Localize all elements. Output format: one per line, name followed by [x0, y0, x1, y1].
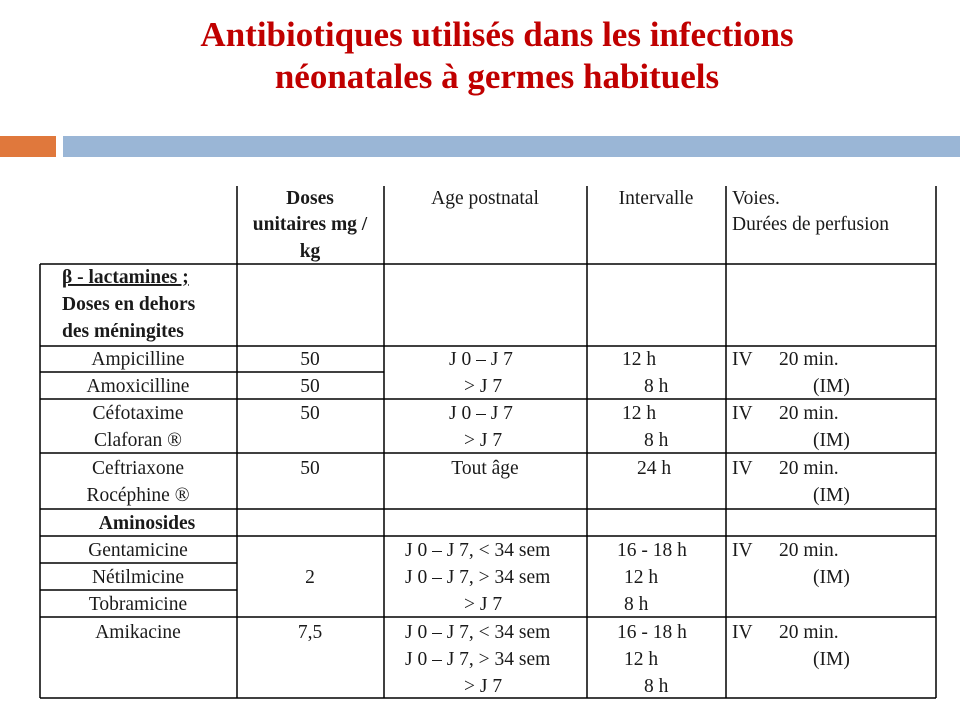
route-amika-iv: IV [732, 622, 753, 643]
title-line-2: néonatales à germes habituels [274, 57, 720, 96]
age-ampi-2: > J 7 [464, 376, 503, 397]
age-amika-3: > J 7 [464, 676, 503, 697]
section-lactam-1: β - lactamines ; [62, 267, 189, 288]
route-cefo-time: 20 min. [779, 403, 839, 424]
route-cefo-im: (IM) [813, 430, 850, 451]
age-amino-1: J 0 – J 7, < 34 sem [405, 540, 551, 561]
section-amino: Aminosides [98, 513, 196, 534]
section-lactam-3: des méningites [62, 321, 184, 342]
age-amino-2: J 0 – J 7, > 34 sem [405, 567, 551, 588]
drug-ceftriaxone: Ceftriaxone [91, 458, 185, 479]
route-amino-time: 20 min. [779, 540, 839, 561]
route-amika-time: 20 min. [779, 622, 839, 643]
drug-rocephine: Rocéphine ® [86, 485, 190, 506]
age-cefo-1: J 0 – J 7 [449, 403, 513, 424]
route-ceftri-im: (IM) [813, 485, 850, 506]
route-ampi-time: 20 min. [779, 349, 839, 370]
route-ceftri-time: 20 min. [779, 458, 839, 479]
header-route-2: Durées de perfusion [732, 214, 890, 235]
drug-gentamicine: Gentamicine [88, 540, 188, 561]
interval-amino-1: 16 - 18 h [617, 540, 687, 561]
drug-ampicilline: Ampicilline [91, 349, 185, 370]
age-ceftri: Tout âge [451, 458, 519, 479]
drug-claforan: Claforan ® [94, 430, 182, 451]
dose-aminosides: 2 [305, 567, 315, 588]
route-amino-iv: IV [732, 540, 753, 561]
route-cefo-iv: IV [732, 403, 753, 424]
drug-tobramicine: Tobramicine [88, 594, 188, 615]
drug-amikacine: Amikacine [95, 622, 181, 643]
dose-amikacine: 7,5 [297, 622, 323, 643]
interval-ampi-2: 8 h [644, 376, 669, 397]
title-line-1: Antibiotiques utilisés dans les infections [200, 15, 794, 54]
header-interval: Intervalle [618, 188, 694, 209]
route-amino-im: (IM) [813, 567, 850, 588]
interval-amino-3: 8 h [624, 594, 649, 615]
age-cefo-2: > J 7 [464, 430, 503, 451]
interval-amino-2: 12 h [624, 567, 659, 588]
interval-ceftri: 24 h [637, 458, 672, 479]
route-ampi-im: (IM) [813, 376, 850, 397]
interval-amika-2: 12 h [624, 649, 659, 670]
dose-amoxicilline: 50 [300, 376, 320, 397]
route-ceftri-iv: IV [732, 458, 753, 479]
interval-cefo-2: 8 h [644, 430, 669, 451]
header-age: Age postnatal [431, 188, 539, 209]
age-amika-1: J 0 – J 7, < 34 sem [405, 622, 551, 643]
header-dose-3: kg [299, 241, 321, 262]
dose-ceftriaxone: 50 [300, 458, 320, 479]
header-route-1: Voies. [732, 188, 780, 209]
route-ampi-iv: IV [732, 349, 753, 370]
drug-amoxicilline: Amoxicilline [86, 376, 190, 397]
interval-amika-3: 8 h [644, 676, 669, 697]
drug-netilmicine: Nétilmicine [91, 567, 185, 588]
dose-cefotaxime: 50 [300, 403, 320, 424]
dose-ampicilline: 50 [300, 349, 320, 370]
age-amino-3: > J 7 [464, 594, 503, 615]
interval-ampi-1: 12 h [622, 349, 657, 370]
drug-cefotaxime: Céfotaxime [92, 403, 184, 424]
section-lactam-2: Doses en dehors [62, 294, 196, 315]
interval-amika-1: 16 - 18 h [617, 622, 687, 643]
age-amika-2: J 0 – J 7, > 34 sem [405, 649, 551, 670]
age-ampi-1: J 0 – J 7 [449, 349, 513, 370]
route-amika-im: (IM) [813, 649, 850, 670]
header-dose-1: Doses [286, 188, 334, 209]
interval-cefo-1: 12 h [622, 403, 657, 424]
header-dose-2: unitaires mg / [252, 214, 368, 235]
